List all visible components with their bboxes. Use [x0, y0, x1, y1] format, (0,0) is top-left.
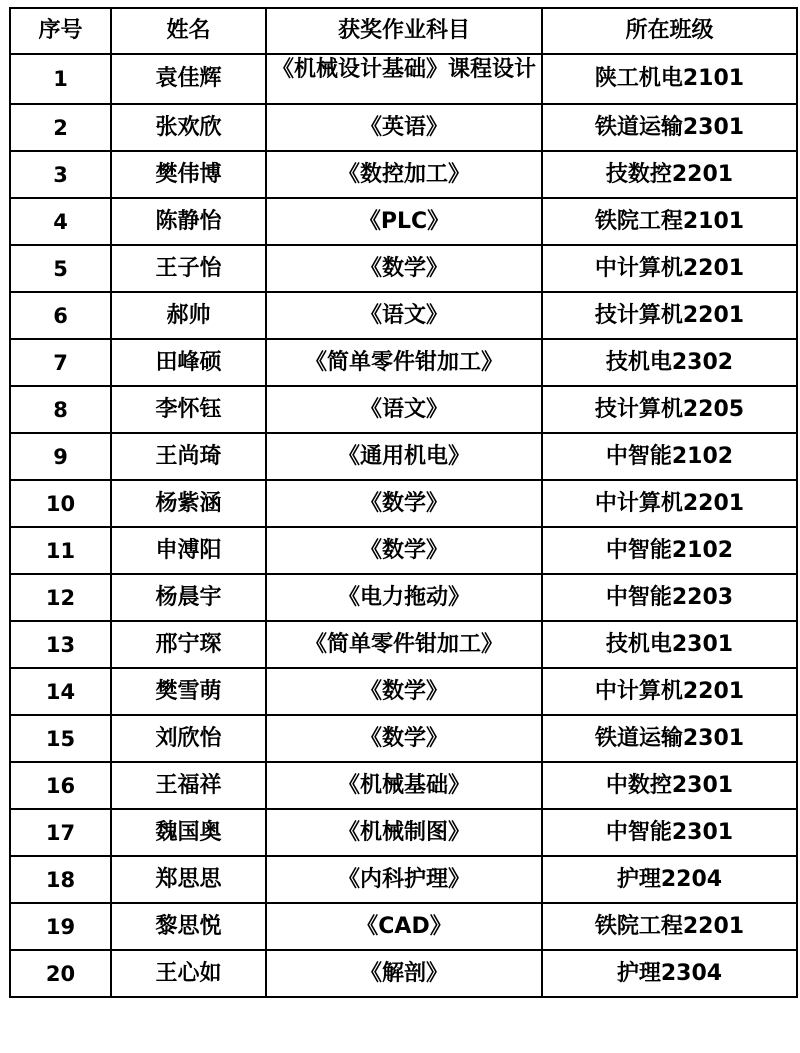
cell-subject: 《英语》: [266, 104, 542, 151]
cell-subject: 《数学》: [266, 527, 542, 574]
header-number: 序号: [10, 8, 111, 54]
cell-name: 樊伟博: [111, 151, 266, 198]
header-row: [10, 8, 797, 54]
table-row: [10, 339, 797, 386]
cell-number: 9: [10, 433, 111, 480]
cell-name: 申溥阳: [111, 527, 266, 574]
cell-subject: 《机械设计基础》课程设计: [266, 54, 542, 104]
header-name: 姓名: [111, 8, 266, 54]
cell-name: 王心如: [111, 950, 266, 997]
cell-name: 袁佳辉: [111, 54, 266, 104]
cell-class: 中计算机2201: [542, 245, 797, 292]
cell-class: 铁道运输2301: [542, 715, 797, 762]
cell-number: 3: [10, 151, 111, 198]
cell-number: 7: [10, 339, 111, 386]
cell-number: 4: [10, 198, 111, 245]
award-table: [9, 7, 798, 998]
cell-subject: 《CAD》: [266, 903, 542, 950]
cell-subject: 《机械基础》: [266, 762, 542, 809]
table-row: [10, 527, 797, 574]
cell-class: 中智能2102: [542, 527, 797, 574]
cell-subject: 《简单零件钳加工》: [266, 339, 542, 386]
table-row: [10, 151, 797, 198]
table-row: [10, 433, 797, 480]
cell-class: 陕工机电2101: [542, 54, 797, 104]
cell-name: 王尚琦: [111, 433, 266, 480]
header-class: 所在班级: [542, 8, 797, 54]
cell-number: 2: [10, 104, 111, 151]
cell-class: 中计算机2201: [542, 668, 797, 715]
cell-class: 铁道运输2301: [542, 104, 797, 151]
cell-subject: 《数学》: [266, 245, 542, 292]
table-row: [10, 245, 797, 292]
cell-class: 铁院工程2201: [542, 903, 797, 950]
cell-subject: 《通用机电》: [266, 433, 542, 480]
cell-subject: 《内科护理》: [266, 856, 542, 903]
table-row: [10, 950, 797, 997]
table-row: [10, 715, 797, 762]
cell-subject: 《简单零件钳加工》: [266, 621, 542, 668]
cell-subject: 《电力拖动》: [266, 574, 542, 621]
cell-subject: 《数学》: [266, 715, 542, 762]
header-subject: 获奖作业科目: [266, 8, 542, 54]
cell-name: 魏国奥: [111, 809, 266, 856]
cell-number: 16: [10, 762, 111, 809]
table-body: [10, 54, 797, 997]
cell-number: 10: [10, 480, 111, 527]
cell-number: 20: [10, 950, 111, 997]
cell-subject: 《数学》: [266, 480, 542, 527]
cell-class: 中数控2301: [542, 762, 797, 809]
cell-class: 中智能2102: [542, 433, 797, 480]
cell-class: 技机电2302: [542, 339, 797, 386]
cell-number: 18: [10, 856, 111, 903]
cell-class: 中智能2301: [542, 809, 797, 856]
table-row: [10, 809, 797, 856]
cell-class: 铁院工程2101: [542, 198, 797, 245]
cell-class: 技计算机2201: [542, 292, 797, 339]
cell-name: 樊雪萌: [111, 668, 266, 715]
cell-number: 13: [10, 621, 111, 668]
cell-name: 田峰硕: [111, 339, 266, 386]
table-row: [10, 856, 797, 903]
table-row: [10, 621, 797, 668]
cell-name: 王福祥: [111, 762, 266, 809]
cell-name: 张欢欣: [111, 104, 266, 151]
table-row: [10, 574, 797, 621]
cell-name: 刘欣怡: [111, 715, 266, 762]
cell-name: 郑思思: [111, 856, 266, 903]
cell-name: 黎思悦: [111, 903, 266, 950]
cell-name: 李怀钰: [111, 386, 266, 433]
cell-number: 19: [10, 903, 111, 950]
cell-name: 邢宁琛: [111, 621, 266, 668]
table-row: [10, 198, 797, 245]
cell-number: 17: [10, 809, 111, 856]
cell-subject: 《解剖》: [266, 950, 542, 997]
cell-number: 6: [10, 292, 111, 339]
cell-class: 技计算机2205: [542, 386, 797, 433]
cell-number: 14: [10, 668, 111, 715]
table-row: [10, 292, 797, 339]
cell-name: 杨晨宇: [111, 574, 266, 621]
cell-number: 1: [10, 54, 111, 104]
cell-class: 技机电2301: [542, 621, 797, 668]
table-row: [10, 386, 797, 433]
cell-subject: 《数学》: [266, 668, 542, 715]
cell-subject: 《语文》: [266, 292, 542, 339]
cell-class: 中智能2203: [542, 574, 797, 621]
cell-name: 郝帅: [111, 292, 266, 339]
table-row: [10, 668, 797, 715]
cell-number: 11: [10, 527, 111, 574]
cell-name: 陈静怡: [111, 198, 266, 245]
cell-number: 12: [10, 574, 111, 621]
cell-subject: 《语文》: [266, 386, 542, 433]
cell-subject: 《机械制图》: [266, 809, 542, 856]
cell-class: 中计算机2201: [542, 480, 797, 527]
cell-number: 15: [10, 715, 111, 762]
table-row: [10, 903, 797, 950]
cell-class: 护理2304: [542, 950, 797, 997]
table-header: [10, 8, 797, 54]
cell-class: 护理2204: [542, 856, 797, 903]
table-row: [10, 54, 797, 104]
cell-class: 技数控2201: [542, 151, 797, 198]
cell-subject: 《数控加工》: [266, 151, 542, 198]
table-row: [10, 762, 797, 809]
cell-subject: 《PLC》: [266, 198, 542, 245]
cell-name: 王子怡: [111, 245, 266, 292]
table-row: [10, 480, 797, 527]
cell-number: 8: [10, 386, 111, 433]
cell-number: 5: [10, 245, 111, 292]
cell-name: 杨紫涵: [111, 480, 266, 527]
table-row: [10, 104, 797, 151]
